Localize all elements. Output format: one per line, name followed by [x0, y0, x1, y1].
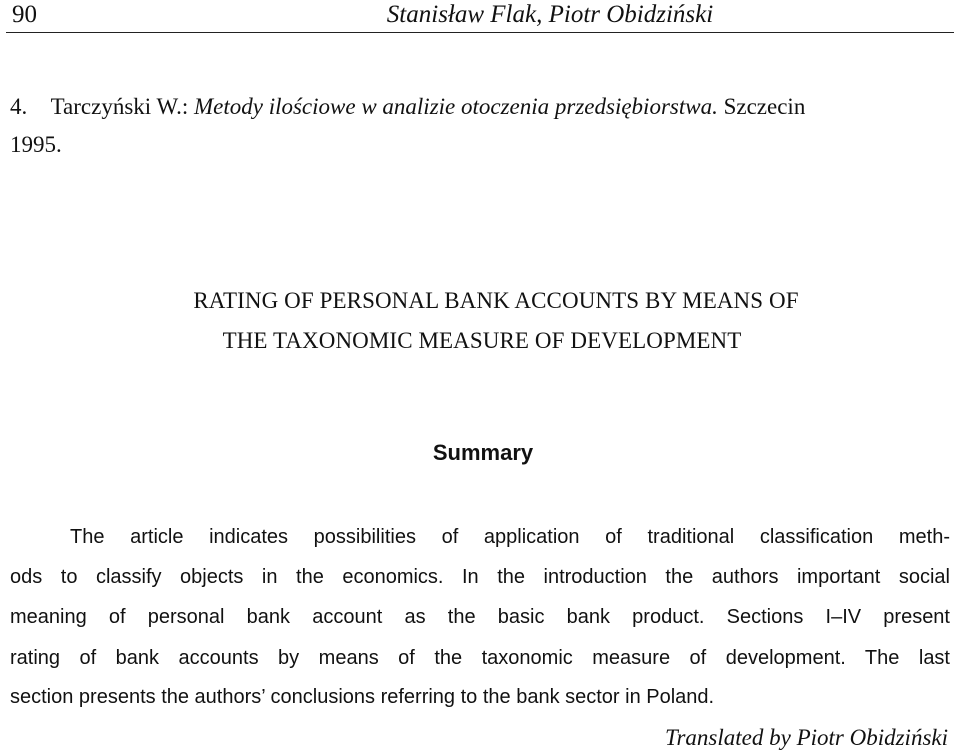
reference-number: 4.	[10, 94, 28, 119]
reference-place: Szczecin	[723, 94, 806, 119]
reference-author: Tarczyński W.:	[50, 94, 189, 119]
translator-credit: Translated by Piotr Obidziński	[664, 725, 948, 750]
article-title-line-1: RATING OF PERSONAL BANK ACCOUNTS BY MEANS OF	[193, 288, 799, 313]
page-number: 90	[12, 1, 37, 28]
summary-heading: Summary	[432, 440, 534, 465]
reference-title: Metody ilościowe w analizie otoczenia przedsiębiorstwa.	[193, 94, 718, 119]
summary-line-1: The article indicates possibilities of application of traditional classification meth-	[70, 526, 950, 548]
summary-line-5: section presents the authors’ conclusions referring to the bank sector in Poland.	[10, 686, 715, 708]
reference-entry	[10, 88, 952, 164]
summary-line-3: meaning of personal bank account as the basic bank product. Sections I–IV present	[10, 606, 950, 628]
summary-line-4: rating of bank accounts by means of the taxonomic measure of development. The last	[10, 647, 950, 669]
page-header	[6, 0, 954, 33]
reference-year: 1995.	[10, 132, 62, 157]
running-head: Stanisław Flak, Piotr Obidziński	[386, 1, 714, 28]
summary-line-2: ods to classify objects in the economics. In the introduction the authors important social	[10, 566, 950, 588]
article-title-line-2: THE TAXONOMIC MEASURE OF DEVELOPMENT	[222, 328, 742, 353]
